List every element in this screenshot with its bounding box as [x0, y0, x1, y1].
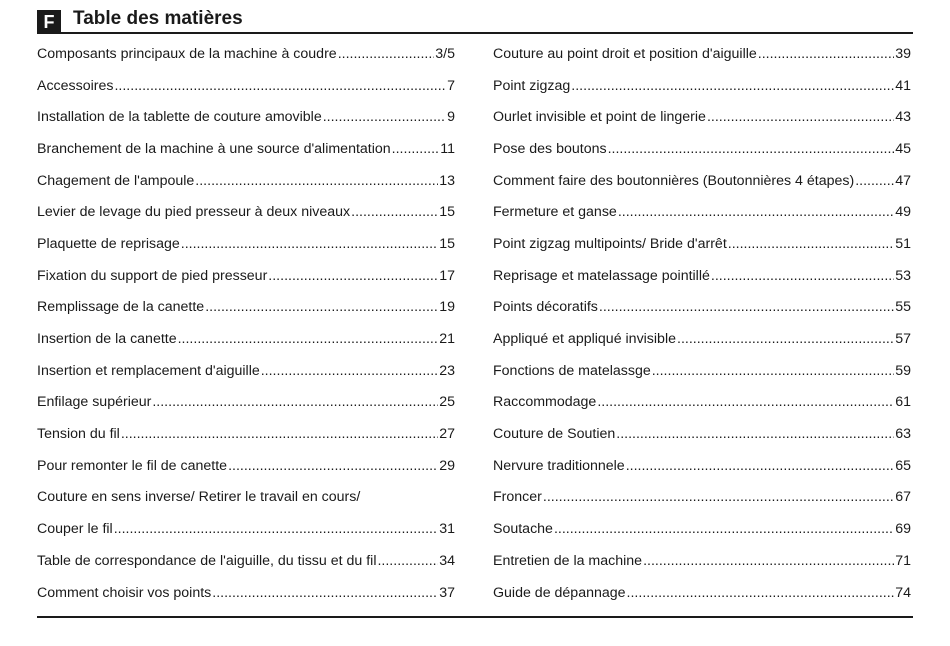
dot-leader [554, 521, 894, 537]
entry-label: Fixation du support de pied presseur [37, 267, 268, 284]
entry-label: Fonctions de matelassge [493, 362, 651, 379]
page-title: Table des matières [73, 8, 243, 29]
toc-entry [493, 70, 911, 102]
entry-page: 13 [439, 172, 455, 189]
entry-label: Comment faire des boutonnières (Boutonnières 4 étapes) [493, 172, 855, 189]
entry-label: Insertion et remplacement d'aiguille [37, 362, 260, 379]
dot-leader [627, 585, 895, 601]
dot-leader [114, 521, 439, 537]
toc-column-right [493, 38, 911, 608]
toc-entry [493, 355, 911, 387]
dot-leader [338, 46, 435, 62]
dot-leader [707, 109, 894, 125]
dot-leader [205, 299, 438, 315]
entry-label: Table de correspondance de l'aiguille, du tissu et du fil [37, 552, 377, 569]
toc-entry [493, 545, 911, 577]
entry-label: Point zigzag multipoints/ Bride d'arrêt [493, 235, 727, 252]
entry-page: 21 [439, 331, 455, 348]
footer-divider [37, 616, 913, 618]
dot-leader [178, 331, 439, 347]
entry-label: Composants principaux de la machine à coudre [37, 45, 337, 62]
toc-entry [493, 323, 911, 355]
dot-leader [626, 458, 895, 474]
dot-leader [728, 236, 894, 252]
toc-entry [37, 38, 455, 70]
entry-page: 15 [439, 235, 455, 252]
entry-label: Guide de dépannage [493, 584, 626, 601]
entry-label: Nervure traditionnele [493, 457, 625, 474]
entry-label: Levier de levage du pied presseur à deux niveaux [37, 204, 351, 221]
toc-entry [493, 133, 911, 165]
entry-page: 45 [895, 140, 911, 157]
toc-entry [37, 228, 455, 260]
toc-entry [37, 260, 455, 292]
entry-page: 61 [895, 394, 911, 411]
entry-label: Accessoires [37, 77, 114, 94]
entry-page: 43 [895, 109, 911, 126]
dot-leader [618, 204, 894, 220]
toc-entry [37, 418, 455, 450]
entry-page: 31 [439, 521, 455, 538]
dot-leader [377, 553, 438, 569]
toc-entry [493, 292, 911, 324]
entry-label: Points décoratifs [493, 299, 598, 316]
dot-leader [212, 585, 438, 601]
dot-leader [181, 236, 438, 252]
entry-label: Soutache [493, 521, 553, 538]
entry-label: Couture de Soutien [493, 426, 616, 443]
entry-page: 15 [439, 204, 455, 221]
entry-page: 37 [439, 584, 455, 601]
entry-page: 11 [440, 140, 455, 157]
toc-entry [37, 387, 455, 419]
toc-entry-continued [37, 482, 455, 514]
dot-leader [608, 141, 895, 157]
entry-page: 9 [447, 109, 455, 126]
entry-page: 34 [439, 552, 455, 569]
entry-page: 63 [895, 426, 911, 443]
toc-entry [37, 292, 455, 324]
entry-label: Reprisage et matelassage pointillé [493, 267, 710, 284]
toc-header [37, 8, 913, 34]
entry-page: 67 [895, 489, 911, 506]
entry-label: Raccommodage [493, 394, 597, 411]
dot-leader [268, 268, 438, 284]
toc-entry [37, 355, 455, 387]
entry-label: Fermeture et ganse [493, 204, 617, 221]
entry-page: 57 [895, 331, 911, 348]
entry-page: 25 [439, 394, 455, 411]
entry-page: 65 [895, 457, 911, 474]
toc-entry [493, 196, 911, 228]
entry-label: Comment choisir vos points [37, 584, 212, 601]
dot-leader [121, 426, 438, 442]
toc-entry [493, 513, 911, 545]
dot-leader [599, 299, 894, 315]
entry-label: Pose des boutons [493, 140, 607, 157]
entry-page: 29 [439, 457, 455, 474]
entry-page: 51 [895, 235, 911, 252]
entry-label: Ourlet invisible et point de lingerie [493, 109, 706, 126]
entry-page: 41 [895, 77, 911, 94]
dot-leader [597, 394, 894, 410]
toc-column-left [37, 38, 455, 608]
dot-leader [643, 553, 894, 569]
entry-label: Pour remonter le fil de canette [37, 457, 228, 474]
toc-entry [493, 101, 911, 133]
entry-label: Tension du fil [37, 426, 120, 443]
toc-entry [493, 450, 911, 482]
toc-entry [37, 165, 455, 197]
toc-entry [493, 418, 911, 450]
entry-label: Couture au point droit et position d'aiguille [493, 45, 757, 62]
entry-page: 49 [895, 204, 911, 221]
entry-label: Entretien de la machine [493, 552, 643, 569]
toc-entry [37, 513, 455, 545]
entry-page: 71 [895, 552, 911, 569]
dot-leader [652, 363, 894, 379]
toc-entry [37, 545, 455, 577]
dot-leader [152, 394, 438, 410]
entry-page: 3/5 [435, 45, 455, 62]
entry-page: 17 [439, 267, 455, 284]
dot-leader [351, 204, 438, 220]
language-badge: F [37, 10, 61, 34]
entry-label: Couture en sens inverse/ Retirer le travail en cours/ [37, 489, 361, 506]
toc-entry [37, 133, 455, 165]
entry-page: 53 [895, 267, 911, 284]
dot-leader [114, 78, 446, 94]
entry-page: 59 [895, 362, 911, 379]
toc-entry [493, 38, 911, 70]
entry-page: 74 [895, 584, 911, 601]
toc-entry [493, 577, 911, 609]
toc-entry [493, 482, 911, 514]
toc-entry [493, 387, 911, 419]
dot-leader [228, 458, 438, 474]
entry-label: Enfilage supérieur [37, 394, 152, 411]
dot-leader [677, 331, 894, 347]
entry-page: 55 [895, 299, 911, 316]
dot-leader [855, 173, 894, 189]
entry-label: Branchement de la machine à une source d'alimentation [37, 140, 391, 157]
entry-label: Installation de la tablette de couture amovible [37, 109, 322, 126]
dot-leader [392, 141, 440, 157]
toc-entry [493, 165, 911, 197]
toc-entry [493, 260, 911, 292]
dot-leader [543, 489, 894, 505]
entry-label: Chagement de l'ampoule [37, 172, 195, 189]
toc-entry [37, 450, 455, 482]
entry-page: 69 [895, 521, 911, 538]
entry-page: 27 [439, 426, 455, 443]
entry-label: Appliqué et appliqué invisible [493, 331, 676, 348]
dot-leader [711, 268, 894, 284]
dot-leader [758, 46, 894, 62]
toc-entry [37, 323, 455, 355]
toc-entry [37, 70, 455, 102]
dot-leader [571, 78, 894, 94]
entry-page: 47 [895, 172, 911, 189]
toc-entry [493, 228, 911, 260]
toc-entry [37, 101, 455, 133]
dot-leader [323, 109, 446, 125]
dot-leader [195, 173, 438, 189]
entry-label: Insertion de la canette [37, 331, 177, 348]
entry-label: Froncer [493, 489, 542, 506]
dot-leader [261, 363, 438, 379]
entry-page: 7 [447, 77, 455, 94]
toc-entry [37, 577, 455, 609]
entry-page: 39 [895, 45, 911, 62]
entry-label: Point zigzag [493, 77, 571, 94]
entry-page: 19 [439, 299, 455, 316]
entry-label: Remplissage de la canette [37, 299, 205, 316]
toc-entry [37, 196, 455, 228]
entry-label: Couper le fil [37, 521, 113, 538]
entry-page: 23 [439, 362, 455, 379]
dot-leader [616, 426, 894, 442]
entry-label: Plaquette de reprisage [37, 235, 180, 252]
